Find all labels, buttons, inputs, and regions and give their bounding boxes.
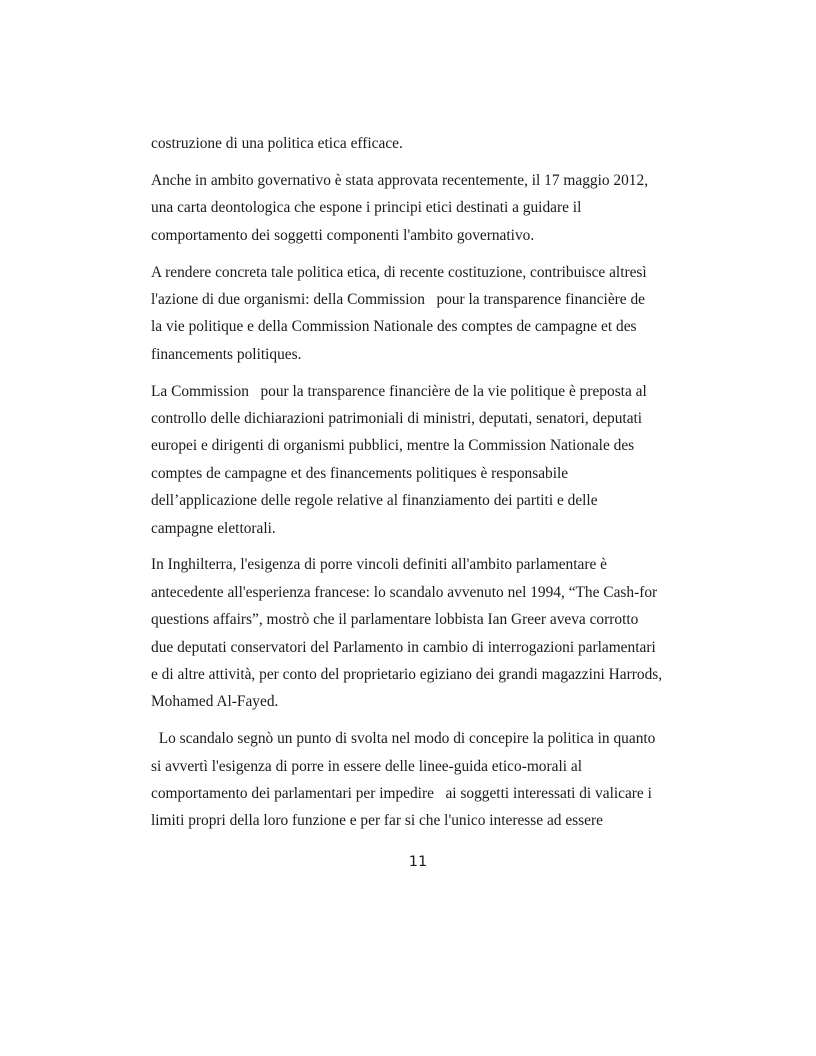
text-line: comportamento dei soggetti componenti l'ambito governativo. — [151, 226, 535, 244]
text-line: europei e dirigenti di organismi pubblici, mentre la Commission Nationale des — [151, 437, 635, 455]
text-line: una carta deontologica che espone i principi etici destinati a guidare il — [151, 199, 582, 217]
text-line: A rendere concreta tale politica etica, di recente costituzione, contribuisce altresì — [151, 263, 647, 281]
text-line: costruzione di una politica etica efficace. — [151, 135, 403, 152]
text-line: Anche in ambito governativo è stata approvata recentemente, il 17 maggio 2012, — [151, 171, 649, 189]
paragraph — [151, 378, 691, 542]
text-line: In Inghilterra, l'esigenza di porre vincoli definiti all'ambito parlamentare è — [151, 556, 607, 574]
text-line: comptes de campagne et des financements politiques è responsabile — [151, 464, 569, 482]
text-line: antecedente all'esperienza francese: lo scandalo avvenuto nel 1994, “The Cash-for — [151, 583, 658, 601]
text-line: e di altre attività, per conto del proprietario egiziano dei grandi magazzini Harrods, — [151, 666, 663, 684]
text-line: la vie politique e della Commission Nationale des comptes de campagne et des — [151, 318, 637, 336]
text-line: La Commission pour la transparence financière de la vie politique è preposta al — [151, 382, 647, 400]
text-line: campagne elettorali. — [151, 519, 276, 537]
body-text — [151, 130, 691, 844]
text-line: comportamento dei parlamentari per impedire ai soggetti interessati di valicare i — [151, 785, 652, 803]
paragraph — [151, 725, 691, 835]
text-line: dell’applicazione delle regole relative al finanziamento dei partiti e delle — [151, 492, 598, 510]
text-line: limiti propri della loro funzione e per far si che l'unico interesse ad essere — [151, 812, 603, 830]
text-line: questions affairs”, mostrò che il parlamentare lobbista Ian Greer aveva corrotto — [151, 611, 639, 629]
paragraph — [151, 551, 691, 715]
paragraph — [151, 167, 691, 249]
text-line: due deputati conservatori del Parlamento in cambio di interrogazioni parlamentari — [151, 638, 656, 656]
text-line: si avvertì l'esigenza di porre in essere delle linee-guida etico-morali al — [151, 757, 582, 775]
paragraph — [151, 130, 691, 157]
text-line: Lo scandalo segnò un punto di svolta nel modo di concepire la politica in quanto — [151, 730, 656, 748]
text-line: controllo delle dichiarazioni patrimoniali di ministri, deputati, senatori, deputati — [151, 410, 643, 428]
text-line: financements politiques. — [151, 345, 302, 363]
paragraph — [151, 259, 691, 369]
page-number: 11 — [408, 854, 428, 870]
text-line: Mohamed Al-Fayed. — [151, 693, 279, 711]
text-line: l'azione di due organismi: della Commission pour la transparence financière de — [151, 290, 645, 308]
